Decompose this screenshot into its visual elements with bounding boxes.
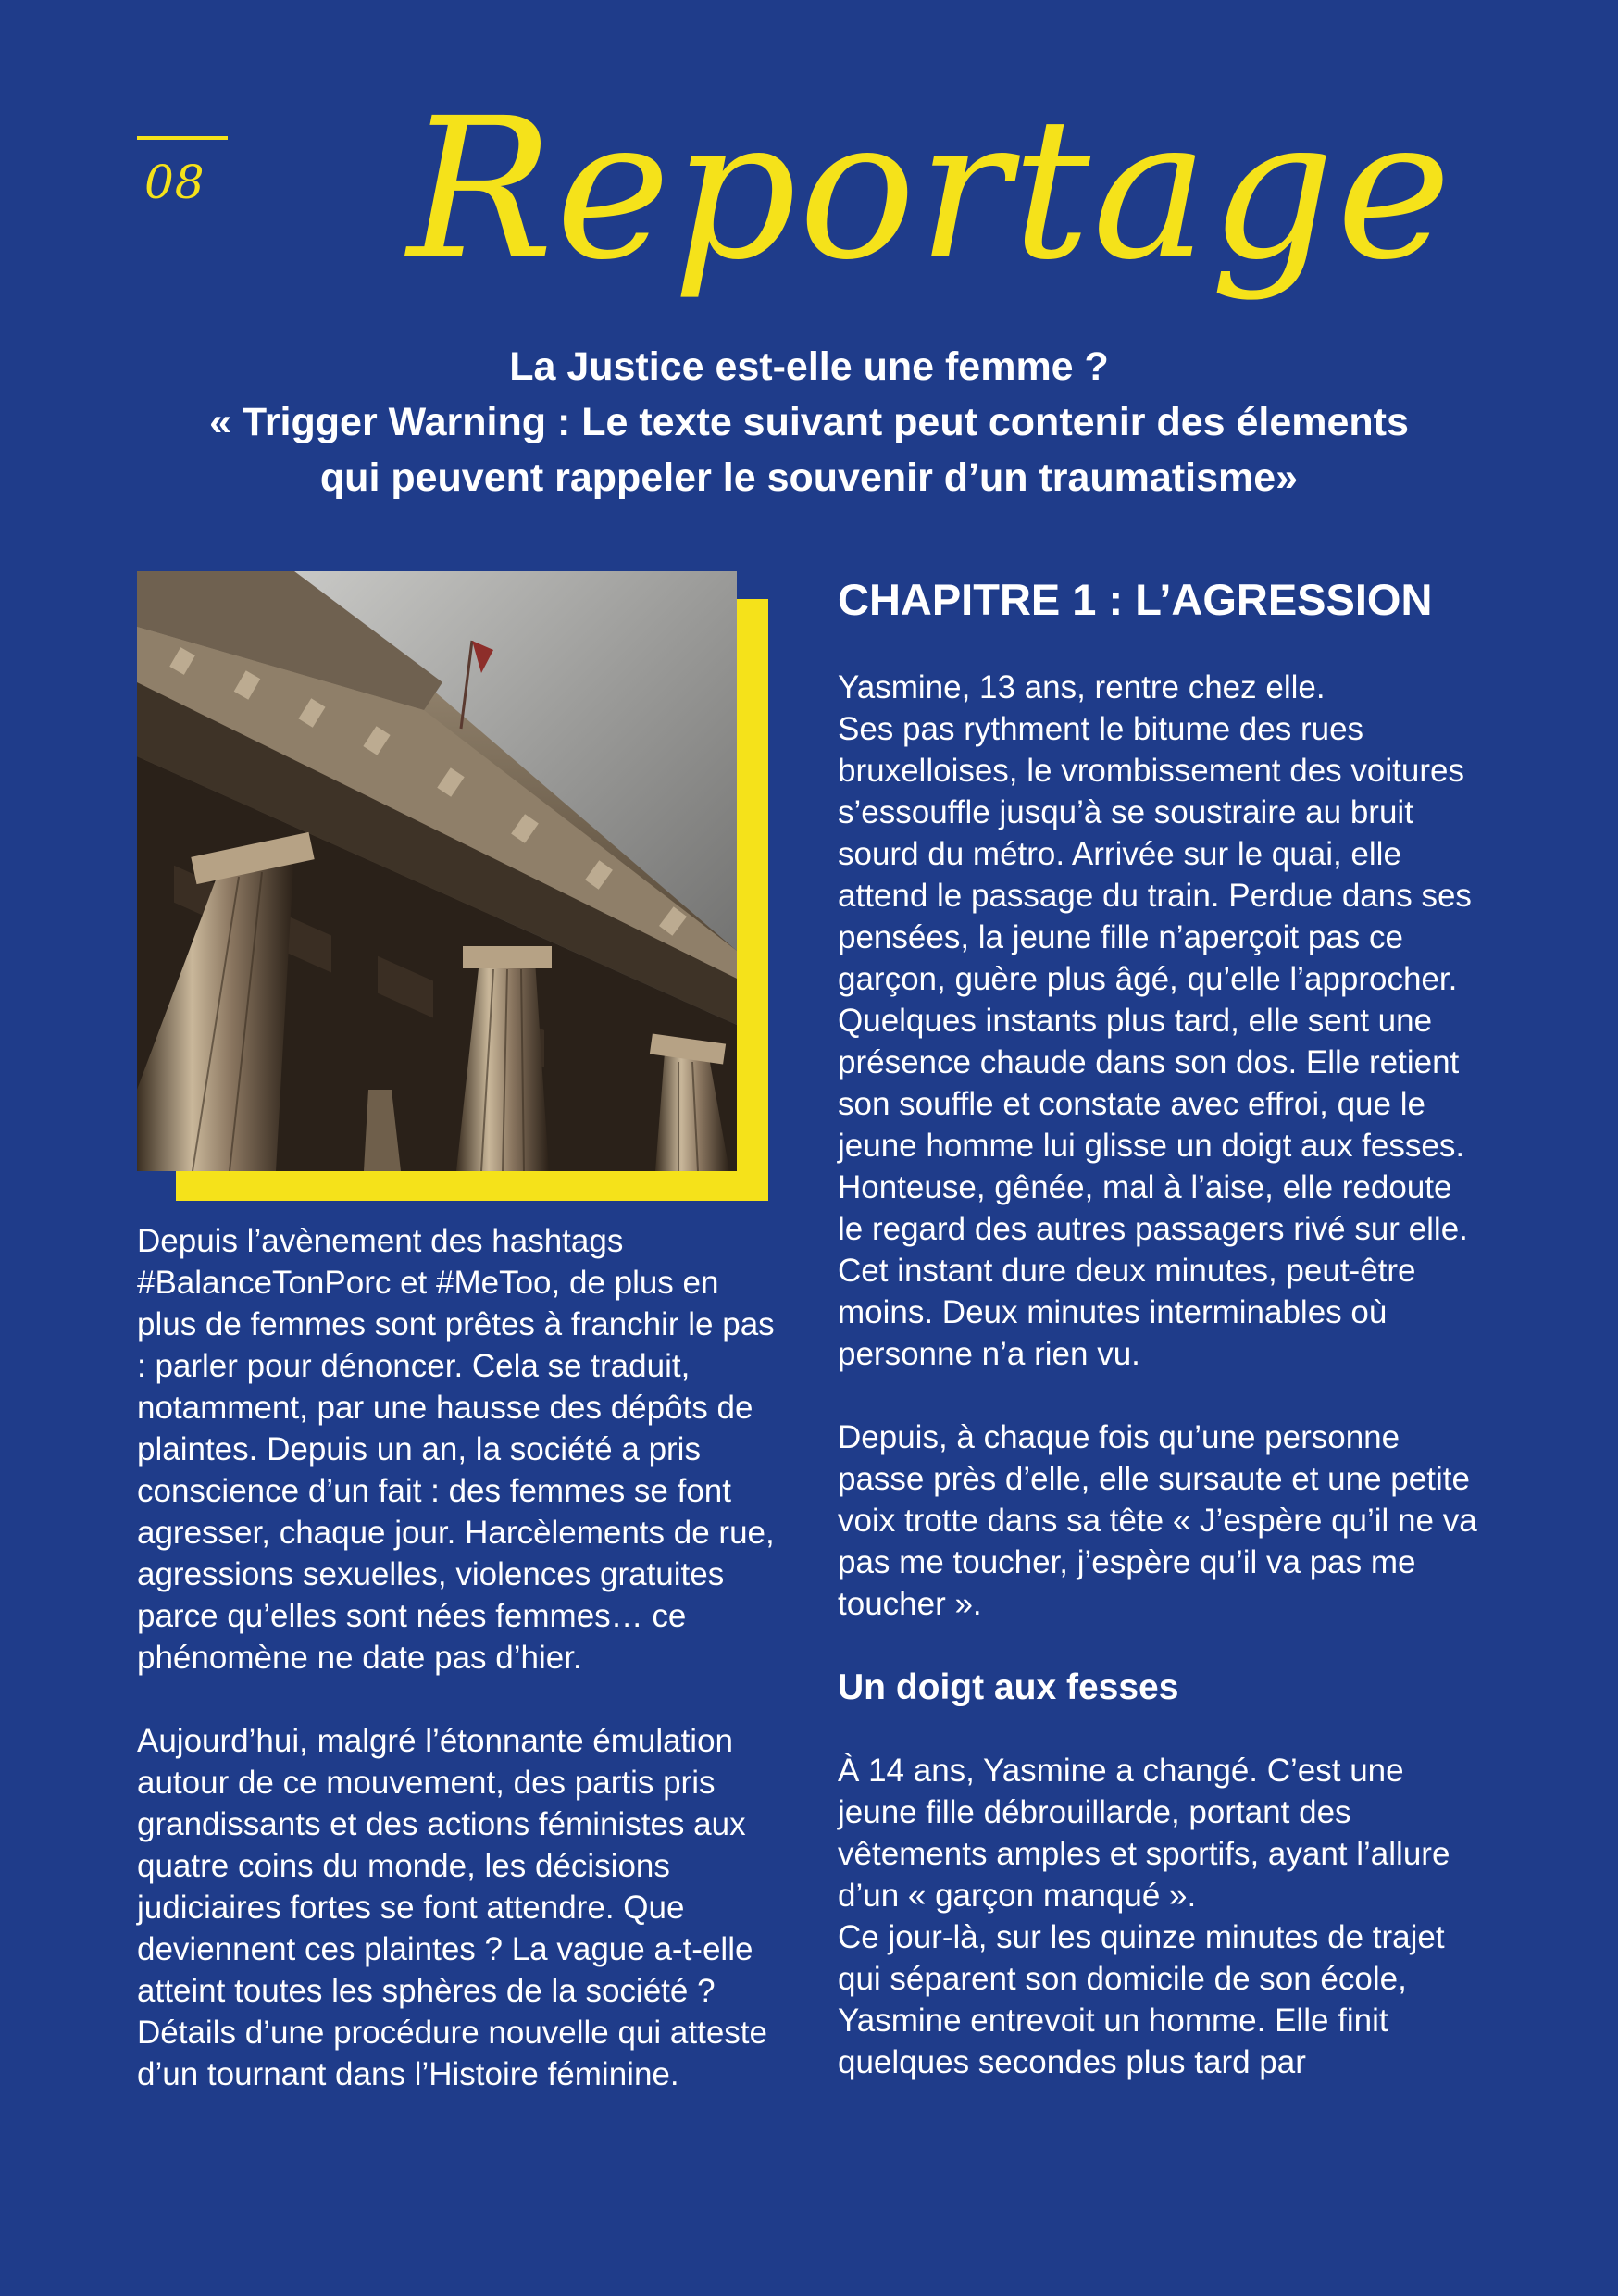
chapter-paragraph-3-opening: À 14 ans, Yasmine a changé. C’est une jeune fille débrouillarde, portant des vêtements amples et sportifs, ayant l’allure d’un « garçon manqué ». (838, 1753, 1450, 1914)
headline-title: La Justice est-elle une femme ? (509, 344, 1109, 389)
headline-warning-line1: « Trigger Warning : Le texte suivant peut contenir des élements (209, 400, 1409, 444)
page-number: 08 (144, 156, 205, 209)
page-number-rule (137, 136, 228, 140)
intro-paragraph-1: Depuis l’avènement des hashtags #BalanceTonPorc et #MeToo, de plus en plus de femmes sont prêtes à franchir le pas : parler pour dénoncer. Cela se traduit, notamment, par une hausse des dépôts de plaintes. Depuis un an, la société a pris conscience d’un fait : des femmes se font agresser, chaque jour. Harcèlements de rue, agressions sexuelles, violences gratuites parce qu’elles sont nées femmes… ce phénomène ne date pas d’hier. (137, 1223, 775, 1676)
chapter-title: CHAPITRE 1 : L’AGRESSION (838, 575, 1433, 624)
courthouse-columns-image (137, 571, 737, 1171)
article-headline (111, 339, 1507, 505)
intro-paragraph-2: Aujourd’hui, malgré l’étonnante émulation autour de ce mouvement, des partis pris grandissants et des actions féministes aux quatre coins du monde, les décisions judiciaires fortes se font attendre. Que deviennent ces plaintes ? La vague a-t-elle atteint toutes les sphères de la société ? Détails d’une procédure nouvelle qui atteste d’un tournant dans l’Histoire féminine. (137, 1723, 767, 2092)
section-title: Reportage (407, 76, 1453, 303)
headline-warning-line2: qui peuvent rappeler le souvenir d’un traumatisme» (319, 455, 1299, 500)
chapter-column (838, 667, 1486, 2083)
chapter-paragraph-1 (838, 667, 1486, 1375)
chapter-paragraph-3 (838, 1750, 1486, 2083)
chapter-paragraph-2: Depuis, à chaque fois qu’une personne passe près d’elle, elle sursaute et une petite voix trotte dans sa tête « J’espère qu’il ne va pas me toucher, j’espère qu’il va pas me toucher ». (838, 1419, 1477, 1622)
chapter-subheading: Un doigt aux fesses (838, 1667, 1179, 1707)
chapter-paragraph-3-body: Ce jour-là, sur les quinze minutes de trajet qui séparent son domicile de son école, Yasmine entrevoit un homme. Elle finit quelques secondes plus tard par (838, 1919, 1445, 2080)
chapter-paragraph-1-body: Ses pas rythment le bitume des rues bruxelloises, le vrombissement des voitures s’essouffle jusqu’à se soustraire au bruit sourd du métro. Arrivée sur le quai, elle attend le passage du train. Perdue dans ses pensées, la jeune fille n’aperçoit pas ce garçon, guère plus âgé, qu’elle l’approcher. Quelques instants plus tard, elle sent une présence chaude dans son dos. Elle retient son souffle et constate avec effroi, que le jeune homme lui glisse un doigt aux fesses. Honteuse, gênée, mal à l’aise, elle redoute le regard des autres passagers rivé sur elle. Cet instant dure deux minutes, peut-être moins. Deux minutes interminables où personne n’a rien vu. (838, 711, 1472, 1372)
intro-column (137, 1220, 785, 2095)
courthouse-photo (137, 571, 737, 1171)
chapter-paragraph-1-opening: Yasmine, 13 ans, rentre chez elle. (838, 669, 1326, 705)
